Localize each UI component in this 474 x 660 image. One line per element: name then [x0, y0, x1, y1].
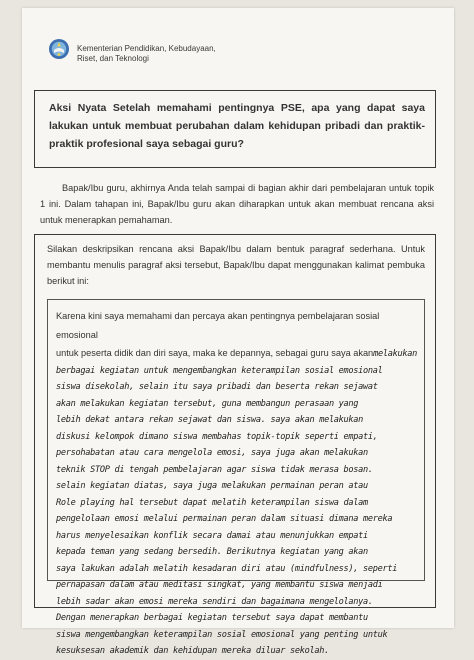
handwritten-line: saya lakukan adalah melatih kesadaran diri atau (mindfulness), seperti — [56, 563, 398, 574]
intro-text: Bapak/Ibu guru, akhirnya Anda telah sampai di bagian akhir dari pembelajaran untuk topik 1 ini. Dalam tahapan ini, Bapak/Ibu guru akan diharapkan untuk akan membuat rencana aksi untuk menerapkan pemahaman. — [40, 183, 434, 225]
ministry-line-2: Riset, dan Teknologi — [77, 54, 149, 63]
question-box — [34, 90, 436, 168]
answer-printed-line-1: Karena kini saya memahami dan percaya akan pentingnya pembelajaran sosial emosional — [56, 311, 380, 340]
tut-wuri-handayani-logo-icon — [48, 38, 70, 60]
handwritten-line: lebih sadar akan emosi mereka sendiri dan bagaimana mengelolanya. — [56, 596, 373, 607]
handwritten-line: kesuksesan akademik dan kehidupan mereka diluar sekolah. — [56, 646, 329, 656]
handwritten-line: berbagai kegiatan untuk mengembangkan keterampilan sosial emosional — [56, 365, 383, 376]
handwritten-line: kepada teman yang sedang bersedih. Berikutnya kegiatan yang akan — [56, 547, 368, 557]
ministry-name — [77, 44, 297, 64]
answer-line-2 — [56, 343, 416, 363]
handwritten-line: lebih dekat antara rekan sejawat dan siswa. saya akan melakukan — [56, 415, 364, 425]
handwritten-line: siswa disekolah, selain itu saya pribadi dan beserta rekan sejawat — [56, 382, 378, 392]
handwritten-start: melakukan — [373, 349, 418, 359]
handwritten-line: pengelolaan emosi melalui permainan peran dalam situasi dimana mereka — [56, 514, 393, 524]
ministry-line-1: Kementerian Pendidikan, Kebudayaan, — [77, 44, 216, 53]
handwritten-line: selain kegiatan diatas, saya juga melakukan permainan peran atau — [56, 481, 368, 491]
handwritten-line: persohabatan atau cara mengelola emosi, saya juga akan melakukan — [56, 448, 368, 458]
handwritten-line: Role playing hal tersebut dapat melatih keterampilan siswa dalam — [56, 497, 368, 508]
document-page — [22, 8, 454, 656]
handwritten-line: Dengan menerapkan berbagai kegiatan tersebut saya dapat membantu — [56, 613, 368, 623]
answer-printed-line-2: untuk peserta didik dan diri saya, maka ke depannya, sebagai guru saya akan — [56, 348, 374, 358]
handwritten-line: diskusi kelompok dimano siswa membahas topik-topik seperti empati, — [56, 431, 378, 442]
handwritten-line: harus menyelesaikan konflik secara damai atau menunjukkan empati — [56, 530, 368, 541]
handwritten-answer — [56, 363, 416, 660]
handwritten-line: siswa mengembangkan keterampilan sosial emosional yang penting untuk — [56, 629, 388, 640]
task-box — [34, 234, 436, 656]
handwritten-line: teknik STOP di tengah pembelajaran agar siswa tidak merasa bosan. — [56, 464, 373, 475]
answer-box — [47, 299, 425, 656]
handwritten-line: akan melakukan kegiatan tersebut, guna membangun perasaan yang — [56, 398, 359, 409]
intro-paragraph — [40, 180, 434, 228]
handwritten-line: pernapasan dalam atau meditasi singkat, yang membantu siswa menjadi — [56, 580, 383, 590]
question-text: Aksi Nyata Setelah memahami pentingnya PSE, apa yang dapat saya lakukan untuk membuat perubahan dalam kehidupan pribadi dan praktik-praktik profesional saya sebagai guru? — [49, 102, 425, 150]
task-prompt: Silakan deskripsikan rencana aksi Bapak/Ibu dalam bentuk paragraf sederhana. Untuk membantu menulis paragraf aksi tersebut, Bapak/Ibu dapat menggunakan kalimat pembuka berikut ini: — [47, 244, 425, 286]
